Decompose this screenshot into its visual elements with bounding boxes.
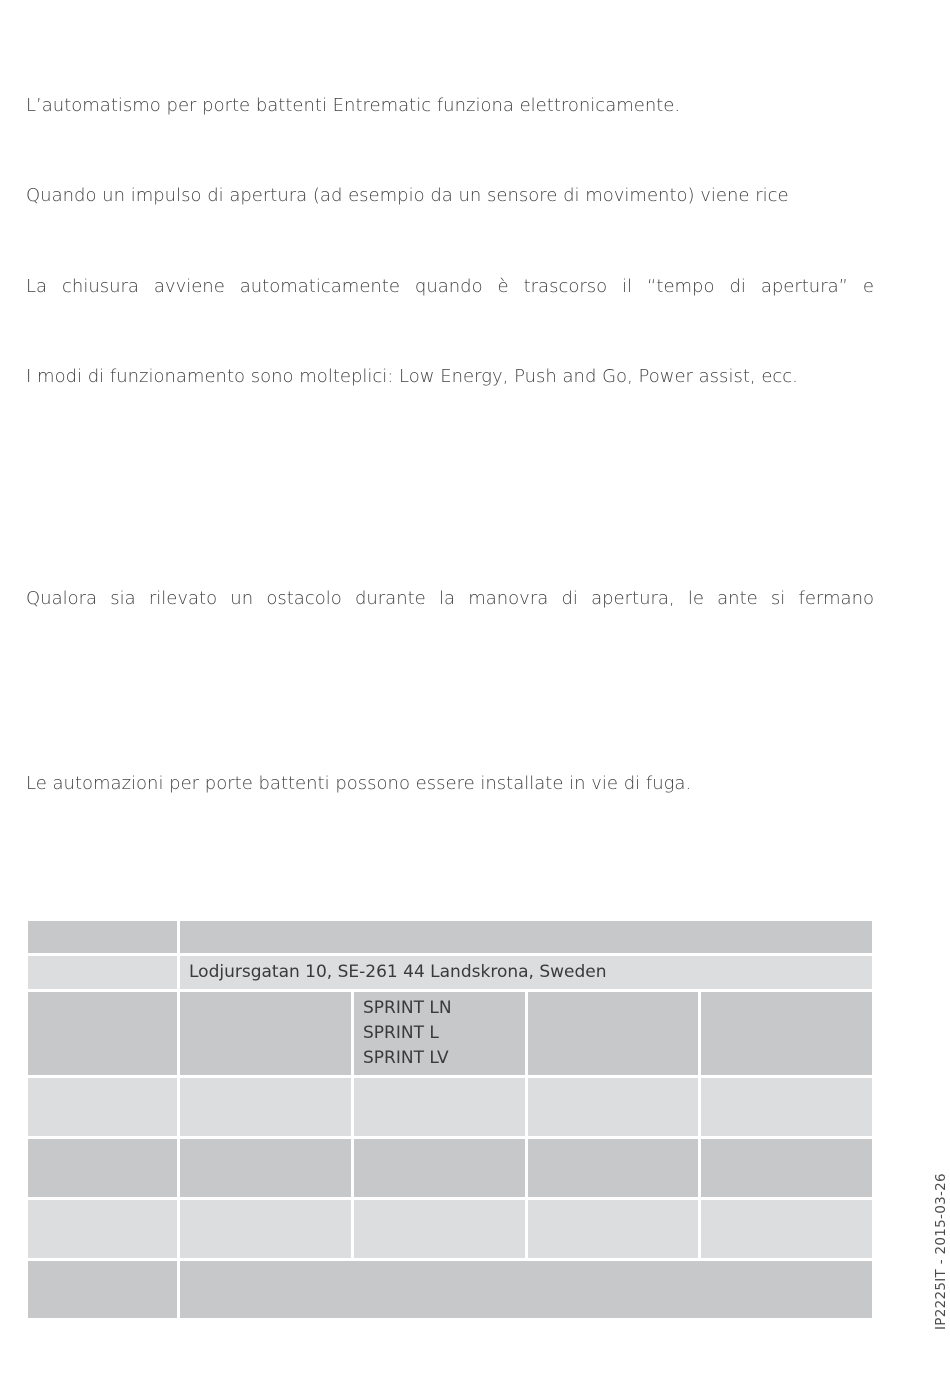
table-row-4-cell-1: [180, 1078, 351, 1136]
manufacturer-address: Lodjursgatan 10, SE-261 44 Landskrona, Sweden: [180, 956, 872, 989]
spec-table: [28, 921, 872, 1318]
table-row-4-cell-2: [354, 1078, 525, 1136]
table-row-3-cell-1: [180, 992, 351, 1075]
table-row-4-label: [28, 1078, 177, 1136]
paragraph-closing: La chiusura avviene automaticamente quando è trascorso il “tempo di apertura” e: [26, 276, 874, 297]
table-row-6-label: [28, 1200, 177, 1258]
model-sprint-ln: SPRINT LN: [363, 998, 452, 1018]
table-row-4-cell-4: [701, 1078, 872, 1136]
table-row-4-cell-3: [528, 1078, 698, 1136]
model-list: [354, 992, 525, 1075]
table-row-6-cell-1: [180, 1200, 351, 1258]
table-row-7-value: [180, 1261, 872, 1318]
paragraph-opening-impulse: Quando un impulso di apertura (ad esempio da un sensore di movimento) viene rice: [26, 185, 789, 206]
table-row-5-cell-1: [180, 1139, 351, 1197]
paragraph-operating-modes: I modi di funzionamento sono molteplici: Low Energy, Push and Go, Power assist, ecc.: [26, 366, 798, 387]
table-row-3-cell-4: [701, 992, 872, 1075]
table-row-6-cell-4: [701, 1200, 872, 1258]
table-row-6-cell-3: [528, 1200, 698, 1258]
model-sprint-l: SPRINT L: [363, 1023, 439, 1043]
table-row-1-label: [28, 921, 177, 953]
paragraph-intro: L’automatismo per porte battenti Entrematic funziona elettronicamente.: [26, 95, 681, 116]
table-row-5-cell-3: [528, 1139, 698, 1197]
model-sprint-lv: SPRINT LV: [363, 1048, 449, 1068]
table-row-1-value: [180, 921, 872, 953]
document-code: IP2225IT - 2015-03-26: [933, 1173, 949, 1330]
table-row-6-cell-2: [354, 1200, 525, 1258]
table-row-5-cell-2: [354, 1139, 525, 1197]
table-row-2-label: [28, 956, 177, 989]
table-row-5-cell-4: [701, 1139, 872, 1197]
table-row-7-label: [28, 1261, 177, 1318]
paragraph-escape-routes: Le automazioni per porte battenti possono essere installate in vie di fuga.: [26, 773, 692, 794]
table-row-3-cell-3: [528, 992, 698, 1075]
paragraph-obstacle-detection: Qualora sia rilevato un ostacolo durante la manovra di apertura, le ante si fermano: [26, 588, 874, 609]
table-row-5-label: [28, 1139, 177, 1197]
table-row-3-label: [28, 992, 177, 1075]
